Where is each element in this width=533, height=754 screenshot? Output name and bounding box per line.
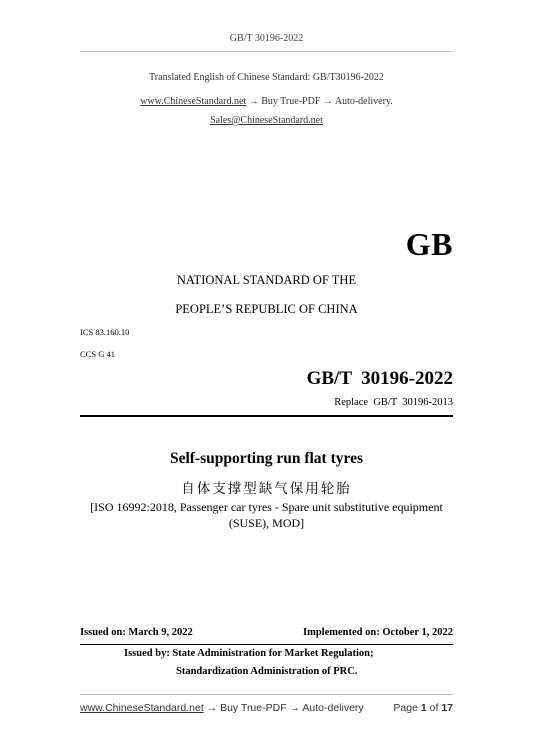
document-title-cn: 自体支撑型缺气保用轮胎 (181, 481, 352, 497)
running-header: GB/T 30196-2022 (229, 33, 304, 44)
header-divider (80, 51, 453, 52)
page-number: 1 (420, 702, 427, 714)
purchase-line (0, 96, 533, 107)
issued-on-date: Issued on: March 9, 2022 (80, 627, 193, 638)
page-indicator (393, 702, 453, 714)
sales-line (0, 115, 533, 126)
footer-auto-delivery-text: Auto-delivery (302, 702, 364, 714)
implemented-on-date: Implemented on: October 1, 2022 (303, 627, 453, 638)
of-word: of (429, 702, 439, 714)
ics-code: ICS 83.160.10 (80, 327, 130, 337)
replace-note: Replace GB/T 30196-2013 (334, 397, 453, 408)
translation-notice: Translated English of Chinese Standard: GB/T30196-2022 (149, 72, 384, 83)
document-title: Self-supporting run flat tyres (169, 450, 364, 467)
national-standard-line2: PEOPLE’S REPUBLIC OF CHINA (175, 302, 358, 316)
ccs-code: CCS G 41 (80, 349, 115, 359)
page-word: Page (393, 702, 418, 714)
issuer-divider (80, 644, 453, 645)
title-divider (80, 415, 453, 417)
standard-number: GB/T 30196-2022 (306, 368, 453, 389)
arrow-icon: → (289, 702, 301, 714)
page-total: 17 (441, 702, 453, 714)
arrow-icon: → (248, 96, 259, 107)
arrow-icon: → (206, 702, 218, 714)
sales-email-link[interactable]: Sales@ChineseStandard.net (210, 115, 323, 126)
iso-reference-line1: [ISO 16992:2018, Passenger car tyres - Spare unit substitutive equipment (90, 500, 443, 514)
footer-divider (80, 694, 453, 695)
footer-buy-pdf-text: Buy True-PDF (220, 702, 287, 714)
site-link[interactable]: www.ChineseStandard.net (140, 96, 247, 107)
auto-delivery-text: Auto-delivery. (334, 96, 393, 107)
national-standard-line1: NATIONAL STANDARD OF THE (176, 273, 357, 287)
issuer-line1: Issued by: State Administration for Market Regulation; (124, 648, 374, 659)
footer-purchase-line (80, 702, 364, 714)
gb-logo: GB (405, 226, 453, 262)
buy-pdf-text: Buy True-PDF (261, 96, 321, 107)
iso-reference-line2: (SUSE), MOD] (228, 516, 305, 530)
footer-site-link[interactable]: www.ChineseStandard.net (80, 702, 204, 714)
issuer-line2: Standardization Administration of PRC. (176, 666, 358, 677)
arrow-icon: → (322, 96, 333, 107)
